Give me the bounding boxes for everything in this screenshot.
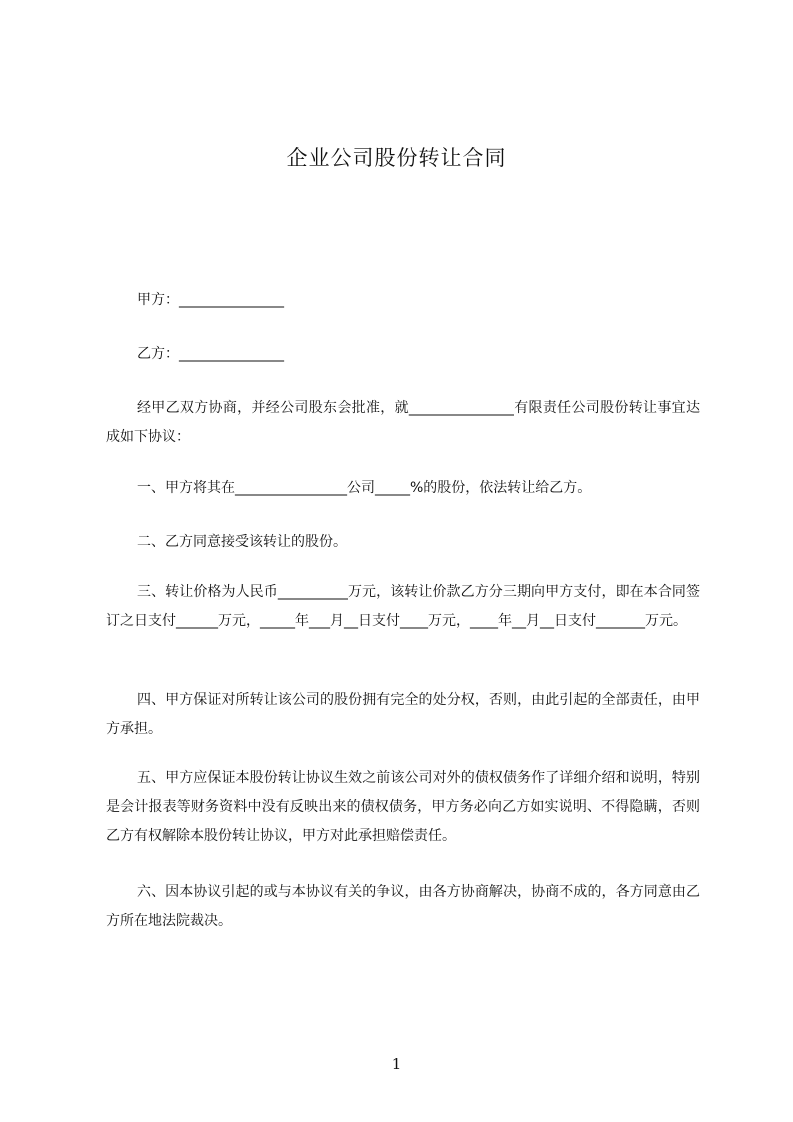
- page-number: 1: [391, 1055, 402, 1073]
- party-b-line: 乙方：_______________: [137, 346, 284, 362]
- clause-4: 四、甲方保证对所转让该公司的股份拥有完全的处分权，否则，由此引起的全部责任，由甲方承担。: [106, 692, 700, 737]
- clause-5: 五、甲方应保证本股份转让协议生效之前该公司对外的债权债务作了详细介绍和说明，特别是会计报表等财务资料中没有反映出来的债权债务，甲方务必向乙方如实说明、不得隐瞒，否则乙方有权解除本股份转让协议，甲方对此承担赔偿责任。: [106, 770, 700, 844]
- clause-6: 六、因本协议引起的或与本协议有关的争议，由各方协商解决，协商不成的，各方同意由乙方所在地法院裁决。: [106, 884, 700, 929]
- party-a-line: 甲方：_______________: [137, 292, 284, 308]
- clause-1: 一、甲方将其在________________公司_____%的股份，依法转让给乙方。: [137, 480, 592, 496]
- page-title: 企业公司股份转让合同: [286, 146, 507, 170]
- intro-paragraph: 经甲乙双方协商，并经公司股东会批准，就_______________有限责任公司股份转让事宜达成如下协议：: [106, 400, 700, 445]
- clause-2: 二、乙方同意接受该转让的股份。: [137, 534, 347, 550]
- clause-3: 三、转让价格为人民币__________万元，该转让价款乙方分三期向甲方支付，即在本合同签订之日支付______万元，_____年___月__日支付____万元，____年__月__日支付_______万元。: [106, 584, 700, 629]
